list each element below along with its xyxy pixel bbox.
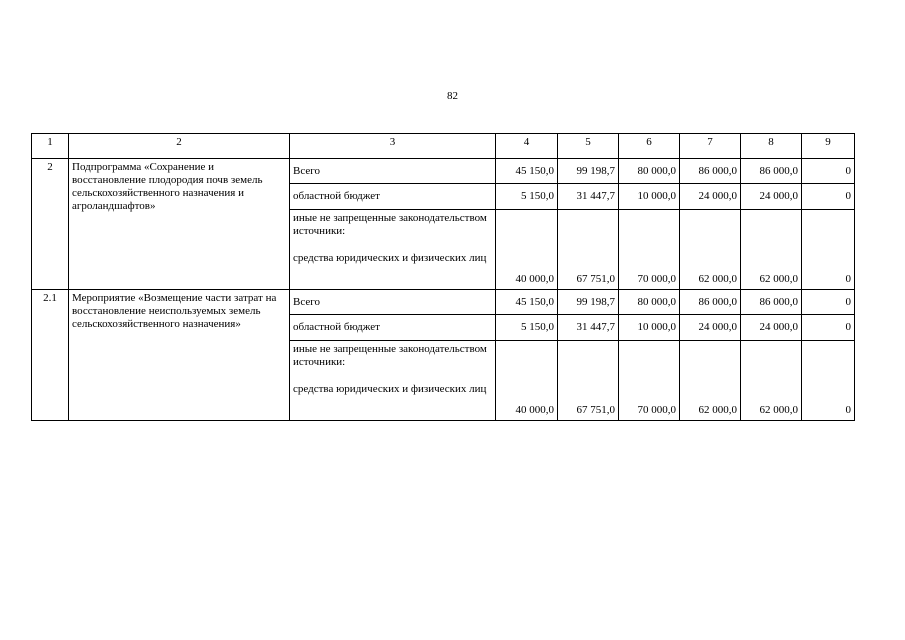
value-cell: 70 000,0	[619, 210, 680, 290]
header-row	[32, 134, 855, 159]
value-cell: 86 000,0	[741, 159, 802, 184]
header-cell: 2	[69, 134, 290, 159]
value-cell: 40 000,0	[496, 210, 558, 290]
value-cell: 86 000,0	[741, 290, 802, 315]
header-cell: 5	[558, 134, 619, 159]
value-cell: 0	[802, 315, 855, 341]
value-cell: 0	[802, 159, 855, 184]
header-cell: 1	[32, 134, 69, 159]
value-cell: 24 000,0	[741, 315, 802, 341]
value-cell: 24 000,0	[680, 184, 741, 210]
source-sub-label: средства юридических и физических лиц	[293, 252, 487, 264]
source-cell	[290, 341, 496, 421]
value-cell: 99 198,7	[558, 159, 619, 184]
source-cell: областной бюджет	[290, 184, 496, 210]
value-cell: 0	[802, 341, 855, 421]
program-table	[31, 133, 855, 421]
value-cell: 67 751,0	[558, 210, 619, 290]
value-cell: 45 150,0	[496, 159, 558, 184]
value-cell: 40 000,0	[496, 341, 558, 421]
value-cell: 10 000,0	[619, 315, 680, 341]
value-cell: 86 000,0	[680, 159, 741, 184]
source-other-label: иные не запрещенные законодательством источники:	[293, 212, 487, 237]
header-cell: 9	[802, 134, 855, 159]
header-cell: 7	[680, 134, 741, 159]
source-other-label: иные не запрещенные законодательством источники:	[293, 343, 487, 368]
value-cell: 0	[802, 210, 855, 290]
value-cell: 62 000,0	[680, 341, 741, 421]
value-cell: 67 751,0	[558, 341, 619, 421]
value-cell: 62 000,0	[741, 341, 802, 421]
value-cell: 99 198,7	[558, 290, 619, 315]
source-cell	[290, 210, 496, 290]
value-cell: 80 000,0	[619, 159, 680, 184]
item-number: 2.1	[32, 290, 69, 421]
header-cell: 8	[741, 134, 802, 159]
value-cell: 24 000,0	[680, 315, 741, 341]
source-sub-label: средства юридических и физических лиц	[293, 383, 487, 395]
source-cell: Всего	[290, 290, 496, 315]
value-cell: 5 150,0	[496, 315, 558, 341]
value-cell: 62 000,0	[741, 210, 802, 290]
value-cell: 10 000,0	[619, 184, 680, 210]
value-cell: 0	[802, 290, 855, 315]
table-row	[32, 290, 855, 315]
header-cell: 4	[496, 134, 558, 159]
source-cell: Всего	[290, 159, 496, 184]
value-cell: 0	[802, 184, 855, 210]
value-cell: 70 000,0	[619, 341, 680, 421]
source-cell: областной бюджет	[290, 315, 496, 341]
value-cell: 80 000,0	[619, 290, 680, 315]
value-cell: 31 447,7	[558, 315, 619, 341]
item-number: 2	[32, 159, 69, 290]
value-cell: 62 000,0	[680, 210, 741, 290]
item-name: Подпрограмма «Сохранение и восстановление плодородия почв земель сельскохозяйственного назначения и агроландшафтов»	[69, 159, 290, 290]
value-cell: 45 150,0	[496, 290, 558, 315]
item-name: Мероприятие «Возмещение части затрат на восстановление неиспользуемых земель сельскохозяйственного назначения»	[69, 290, 290, 421]
page-number: 82	[447, 90, 458, 102]
value-cell: 24 000,0	[741, 184, 802, 210]
header-cell: 3	[290, 134, 496, 159]
value-cell: 5 150,0	[496, 184, 558, 210]
header-cell: 6	[619, 134, 680, 159]
value-cell: 86 000,0	[680, 290, 741, 315]
table-row	[32, 159, 855, 184]
value-cell: 31 447,7	[558, 184, 619, 210]
